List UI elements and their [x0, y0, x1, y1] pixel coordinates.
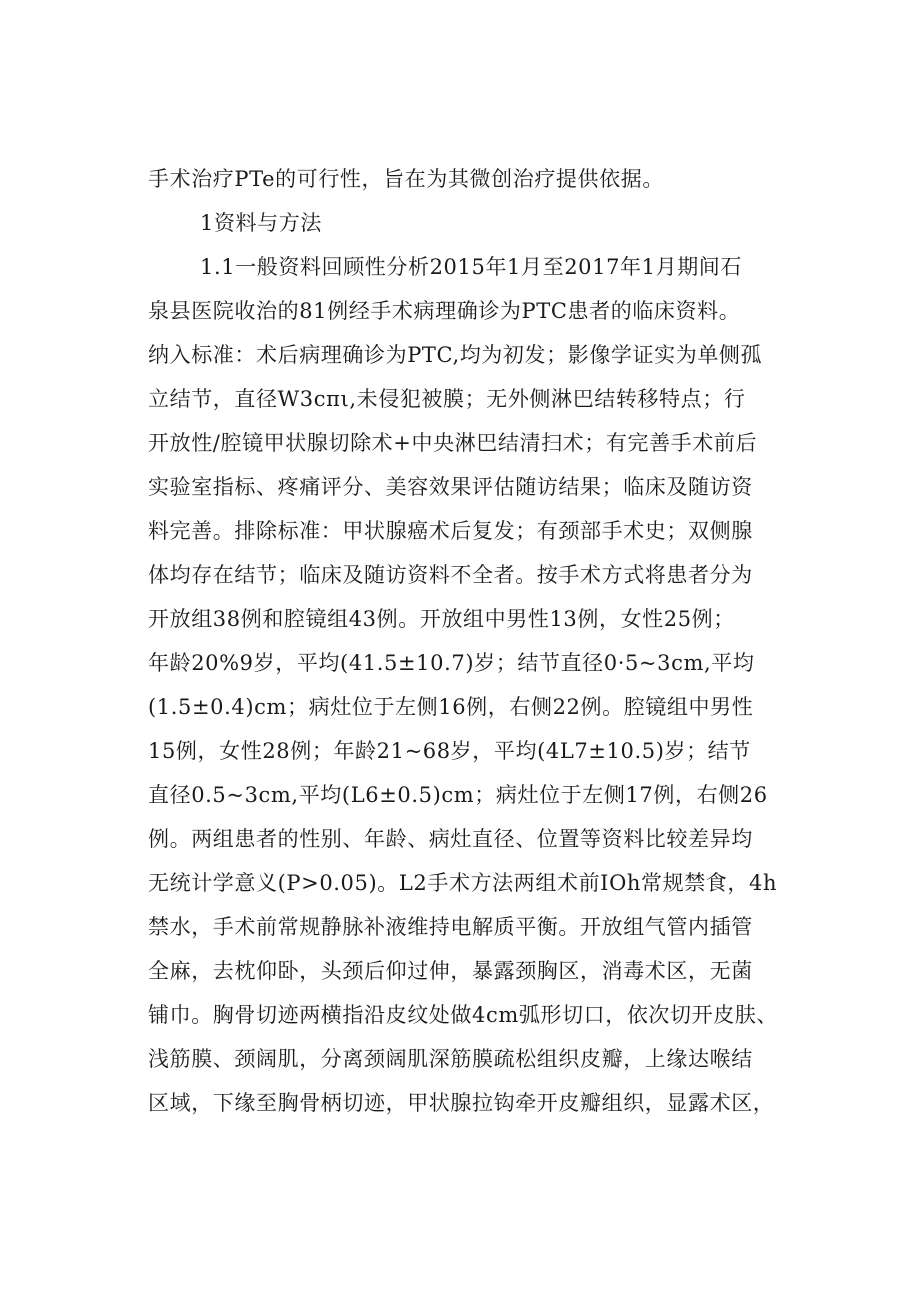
text-line: 立结节，直径W3cπι,未侵犯被膜；无外侧淋巴结转移特点；行	[148, 387, 746, 411]
text-line: 料完善。排除标准：甲状腺癌术后复发；有颈部手术史；双侧腺	[148, 519, 753, 543]
text-line: 全麻，去枕仰卧，头颈后仰过伸，暴露颈胸区，消毒术区，无菌	[148, 959, 753, 983]
text-line: 手术治疗PTe的可行性，旨在为其微创治疗提供依据。	[148, 167, 664, 191]
text-line: 铺巾。胸骨切迹两横指沿皮纹处做4cm弧形切口，依次切开皮肤、	[148, 1003, 779, 1027]
text-line: 直径0.5~3cm,平均(L6±0.5)cm；病灶位于左侧17例，右侧26	[148, 783, 768, 807]
text-line: 开放性/腔镜甲状腺切除术+中央淋巴结清扫术；有完善手术前后	[148, 431, 758, 455]
text-line: 开放组38例和腔镜组43例。开放组中男性13例，女性25例；	[148, 607, 735, 631]
text-line: 15例，女性28例；年龄21~68岁，平均(4L7±10.5)岁；结节	[148, 739, 751, 763]
text-line: 禁水，手术前常规静脉补液维持电解质平衡。开放组气管内插管	[148, 915, 753, 939]
text-line: 浅筋膜、颈阔肌，分离颈阔肌深筋膜疏松组织皮瓣，上缘达喉结	[148, 1047, 753, 1071]
text-line: 例。两组患者的性别、年龄、病灶直径、位置等资料比较差异均	[148, 827, 753, 851]
text-line: 无统计学意义(P>0.05)。L2手术方法两组术前IOh常规禁食，4h	[148, 871, 778, 895]
text-line: 实验室指标、疼痛评分、美容效果评估随访结果；临床及随访资	[148, 475, 753, 499]
text-line: 纳入标准：术后病理确诊为PTC,均为初发；影像学证实为单侧孤	[148, 343, 763, 367]
text-line: 年龄20%9岁，平均(41.5±10.7)岁；结节直径0·5~3cm,平均	[148, 651, 755, 675]
text-line: 泉县医院收治的81例经手术病理确诊为PTC患者的临床资料。	[148, 299, 741, 323]
text-line: 区域，下缘至胸骨柄切迹，甲状腺拉钩牵开皮瓣组织，显露术区，	[148, 1091, 775, 1115]
text-line: 1.1一般资料回顾性分析2015年1月至2017年1月期间石	[200, 255, 743, 279]
text-line: 体均存在结节；临床及随访资料不全者。按手术方式将患者分为	[148, 563, 753, 587]
section-heading: 1资料与方法	[200, 211, 322, 235]
text-line: (1.5±0.4)cm；病灶位于左侧16例，右侧22例。腔镜组中男性	[148, 695, 754, 719]
